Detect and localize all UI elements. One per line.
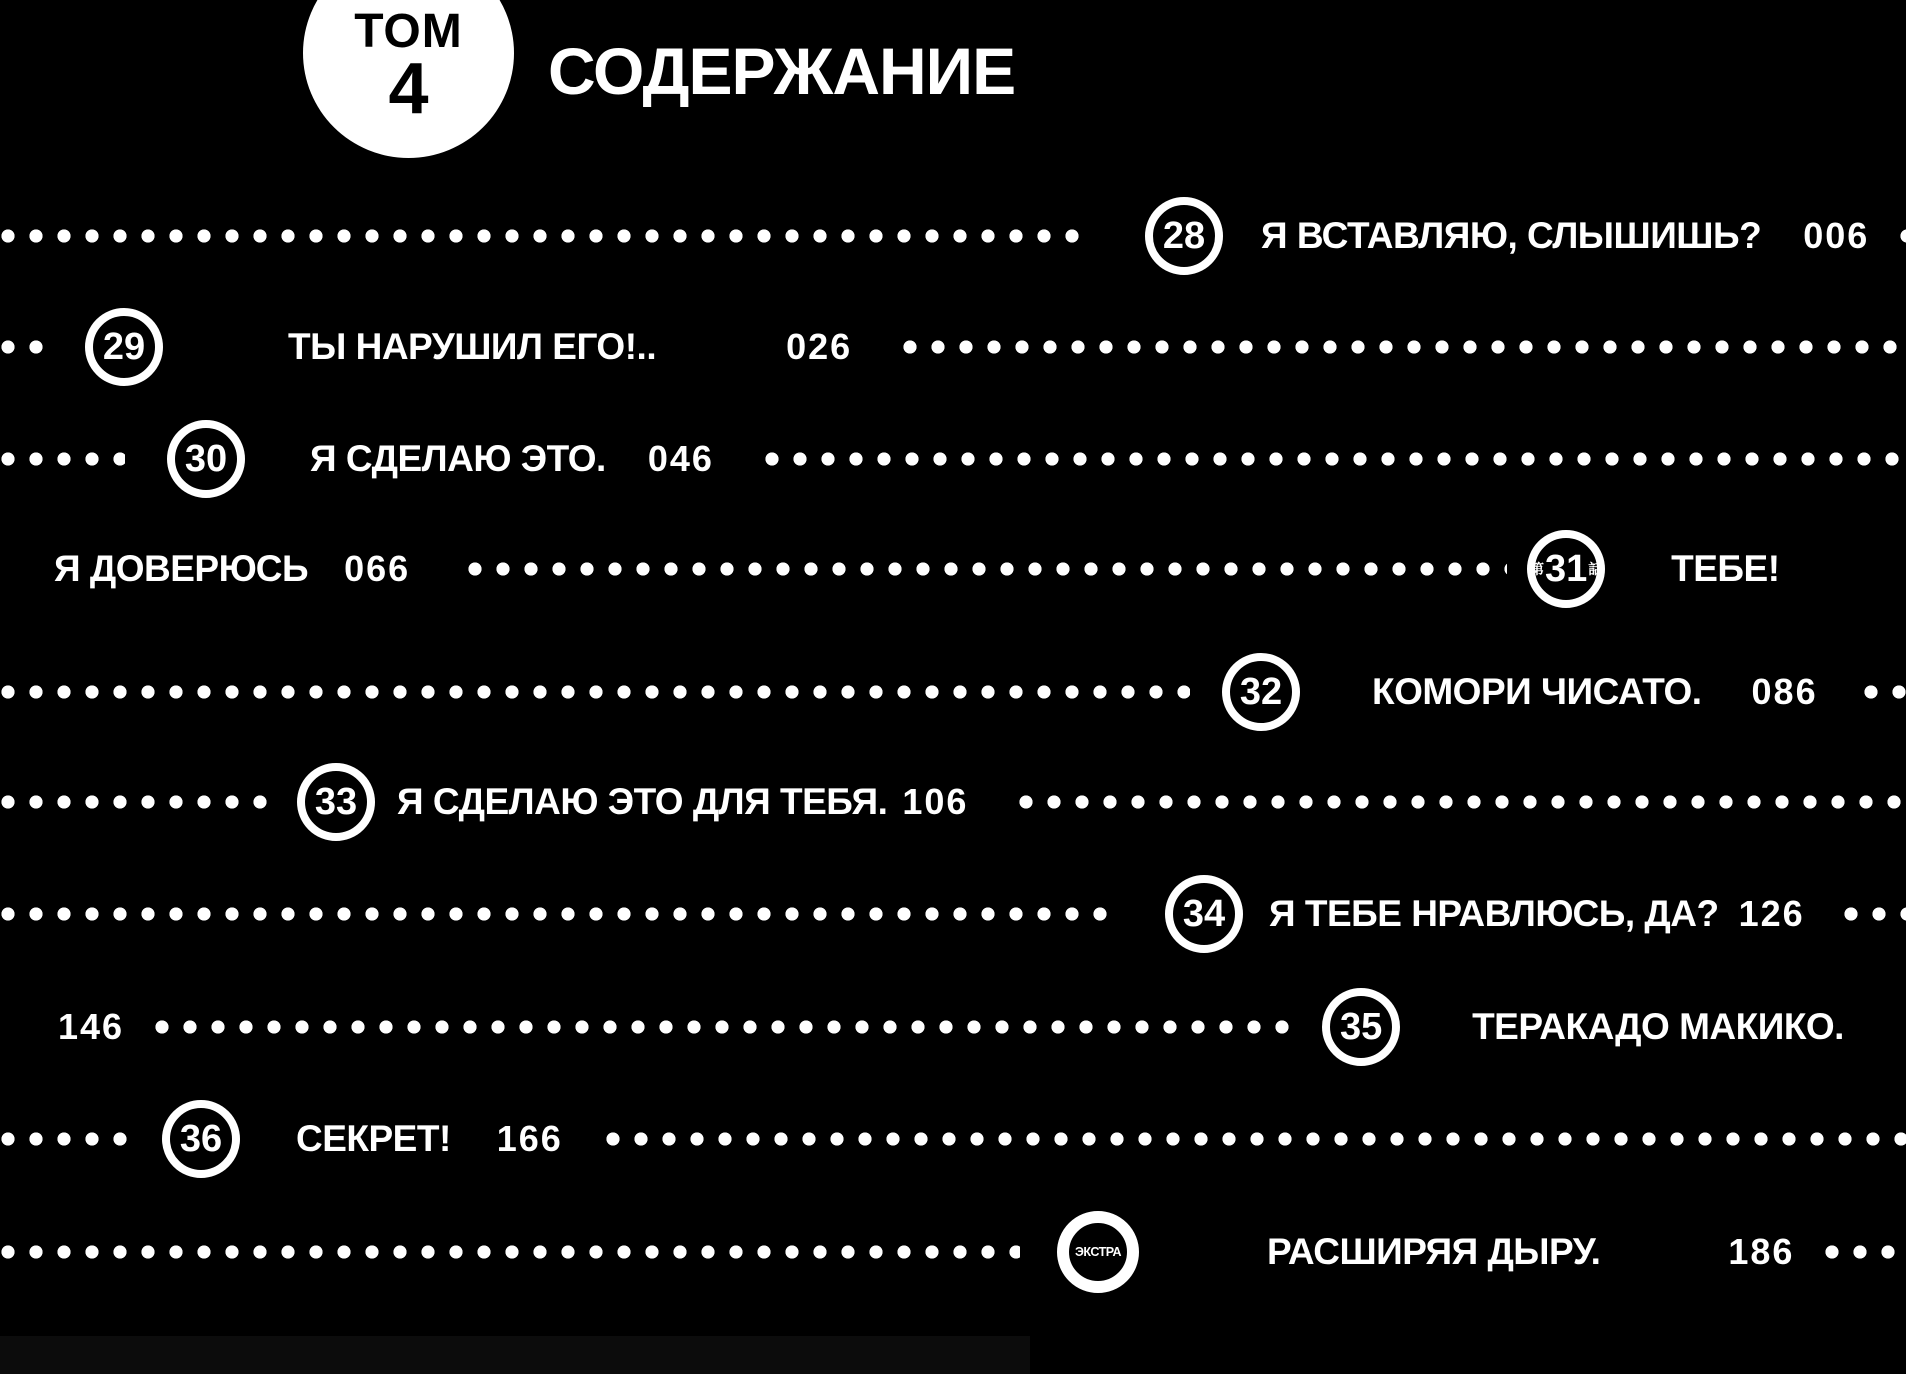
chapter-title-left: Я ДОВЕРЮСЬ	[54, 548, 309, 589]
dot-leader	[154, 1019, 1294, 1035]
chapter-number: 28	[1162, 215, 1206, 257]
toc-row-33	[0, 756, 1906, 848]
chapter-title: СЕКРЕТ!	[296, 1118, 451, 1159]
chapter-badge-35	[1322, 988, 1400, 1066]
chapter-page: 086	[1751, 671, 1818, 712]
chapter-badge-32	[1222, 653, 1300, 731]
chapter-title: Я ВСТАВЛЯЮ, СЛЫШИШЬ?	[1261, 215, 1762, 256]
bottom-shade	[0, 1336, 1030, 1374]
dot-leader	[0, 684, 1190, 700]
toc-row-30	[0, 413, 1906, 505]
chapter-title: РАСШИРЯЯ ДЫРУ.	[1267, 1231, 1601, 1272]
chapter-page: 126	[1738, 893, 1805, 934]
toc-row-31	[0, 523, 1906, 615]
dot-leader	[605, 1131, 1906, 1147]
dot-leader	[1018, 794, 1906, 810]
chapter-title: КОМОРИ ЧИСАТО.	[1372, 671, 1702, 712]
dot-leader	[1824, 1244, 1906, 1260]
chapter-title: ТЕРАКАДО МАКИКО.	[1472, 1006, 1844, 1047]
dot-leader	[0, 451, 125, 467]
chapter-title: Я ТЕБЕ НРАВЛЮСЬ, ДА?	[1269, 893, 1719, 934]
volume-badge	[303, 0, 514, 158]
chapter-page: 006	[1803, 215, 1870, 256]
chapter-number: 31	[1545, 548, 1588, 590]
toc-row-36	[0, 1093, 1906, 1185]
toc-row-34	[0, 868, 1906, 960]
chapter-number: 35	[1339, 1006, 1383, 1048]
chapter-page: 106	[902, 781, 969, 822]
chapter-number: 33	[314, 781, 358, 823]
dot-leader	[1899, 228, 1906, 244]
chapter-page: 186	[1728, 1231, 1795, 1272]
dot-leader	[764, 451, 1906, 467]
chapter-badge-33	[297, 763, 375, 841]
chapter-badge-34	[1165, 875, 1243, 953]
chapter-page: 026	[786, 326, 853, 367]
chapter-page: 166	[496, 1118, 563, 1159]
chapter-number: 36	[179, 1118, 223, 1160]
chapter-badge-36	[162, 1100, 240, 1178]
volume-number: 4	[388, 49, 429, 130]
dot-leader	[0, 1131, 130, 1147]
toc-row-28	[0, 190, 1906, 282]
chapter-badge-30	[167, 420, 245, 498]
volume-label: ТОМ	[354, 5, 463, 58]
dot-leader	[0, 339, 50, 355]
dot-leader	[467, 561, 1507, 577]
dot-leader	[0, 906, 1120, 922]
toc-row-32	[0, 646, 1906, 738]
dot-leader	[0, 1244, 1020, 1260]
chapter-number: 29	[102, 326, 146, 368]
dot-leader	[1843, 906, 1906, 922]
chapter-page: 146	[58, 1006, 125, 1047]
chapter-badge-extra	[1057, 1211, 1139, 1293]
chapter-badge-29	[85, 308, 163, 386]
chapter-kanji-suffix: 話	[1588, 561, 1603, 577]
chapter-title: ТЫ НАРУШИЛ ЕГО!..	[288, 326, 657, 367]
dot-leader	[902, 339, 1906, 355]
chapter-number: 30	[184, 438, 228, 480]
chapter-title-right: ТЕБЕ!	[1671, 548, 1780, 589]
toc-row-extra	[0, 1206, 1906, 1298]
page-title: СОДЕРЖАНИЕ	[548, 34, 1016, 108]
chapter-kanji-prefix: 第	[1530, 561, 1545, 577]
toc-row-35	[0, 981, 1906, 1073]
dot-leader	[0, 794, 275, 810]
chapter-page: 046	[647, 438, 714, 479]
chapter-number: ЭКСТРА	[1075, 1244, 1121, 1259]
toc-row-29	[0, 301, 1906, 393]
chapter-title: Я СДЕЛАЮ ЭТО.	[310, 438, 606, 479]
chapter-number: 32	[1239, 671, 1283, 713]
dot-leader	[0, 228, 1085, 244]
chapter-title: Я СДЕЛАЮ ЭТО ДЛЯ ТЕБЯ.	[397, 781, 888, 822]
dot-leader	[1863, 684, 1906, 700]
chapter-badge-28	[1145, 197, 1223, 275]
chapter-badge-31	[1527, 530, 1605, 608]
chapter-number: 34	[1182, 893, 1226, 935]
chapter-page: 066	[344, 548, 411, 589]
